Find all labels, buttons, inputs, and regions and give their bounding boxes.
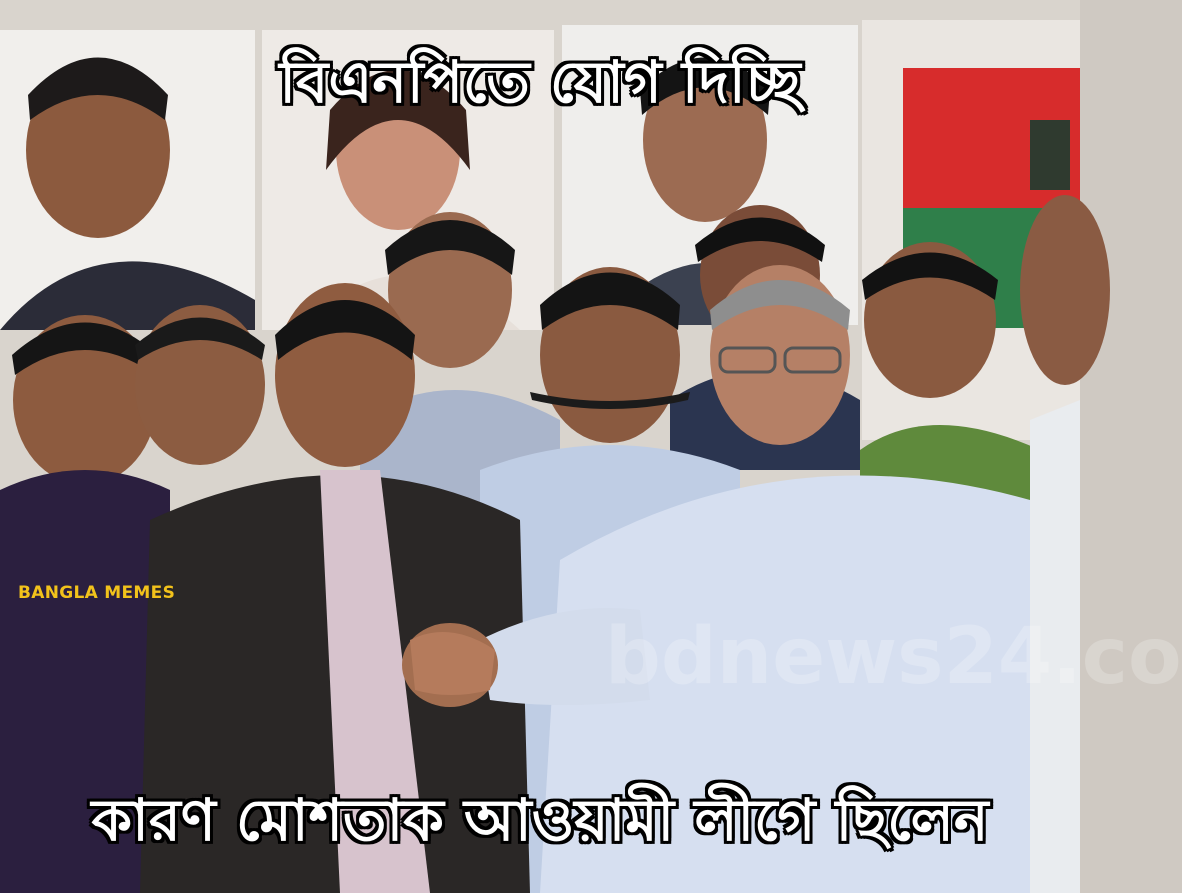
bangla-memes-watermark: BANGLA MEMES — [18, 583, 176, 603]
handshake — [402, 623, 498, 707]
source-watermark: bdnews24.co — [605, 612, 1182, 702]
top-caption: বিএনপিতে যোগ দিচ্ছি — [279, 48, 801, 116]
bottom-caption: কারণ মোশতাক আওয়ামী লীগে ছিলেন — [91, 786, 989, 854]
